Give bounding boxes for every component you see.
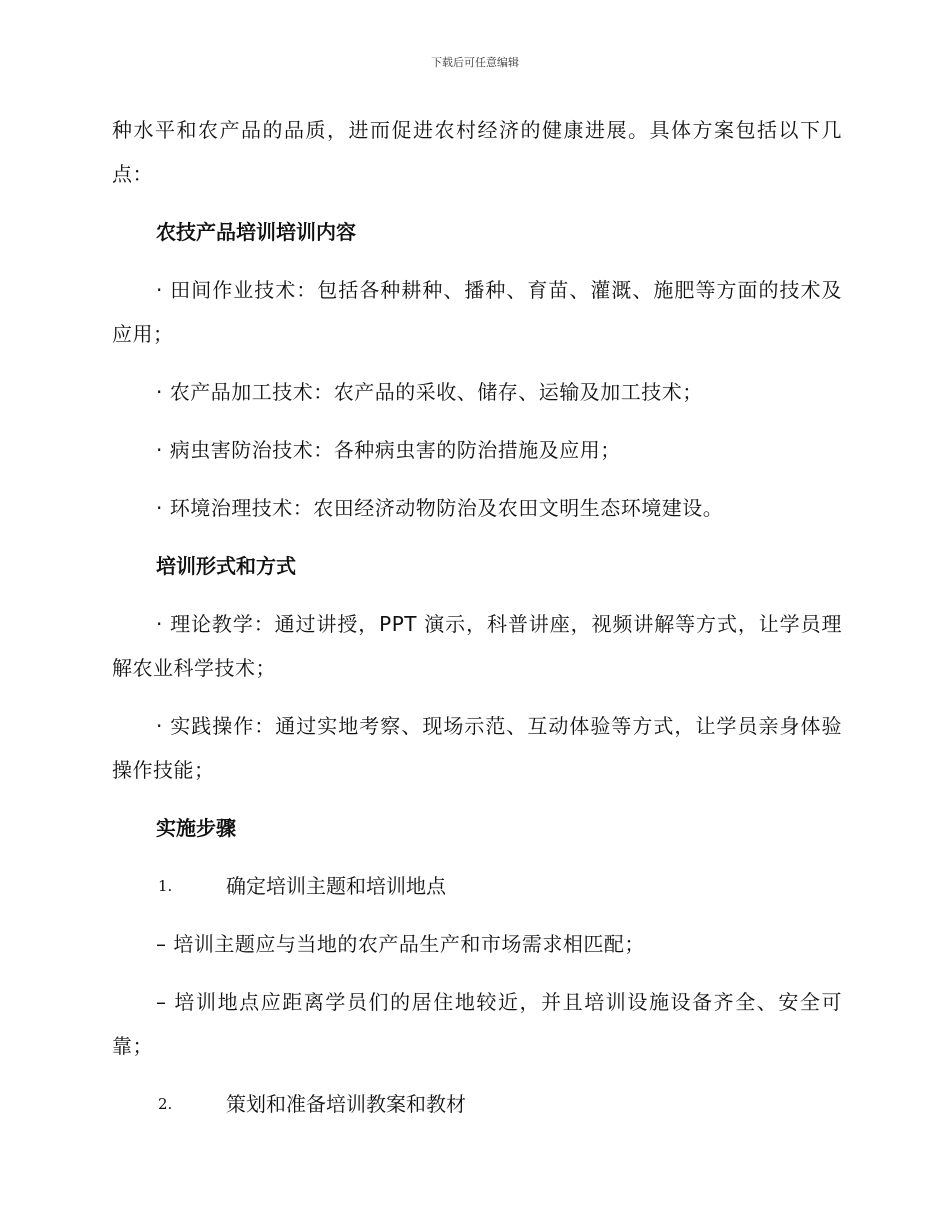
- bullet-environment: · 环境治理技术：农田经济动物防治及农田文明生态环境建设。: [156, 496, 724, 520]
- dash-item-topic: – 培训主题应与当地的农产品生产和市场需求相匹配；: [156, 932, 645, 956]
- section-heading-content: 农技产品培训培训内容: [156, 220, 356, 244]
- bullet-processing-technique: · 农产品加工技术：农产品的采收、储存、运输及加工技术；: [156, 380, 703, 404]
- step-number: 2.: [158, 1095, 173, 1113]
- bullet-pest-control: · 病虫害防治技术：各种病虫害的防治措施及应用；: [156, 438, 621, 462]
- step-text: 确定培训主题和培训地点: [226, 874, 446, 898]
- section-heading-steps: 实施步骤: [156, 816, 236, 840]
- page-header: 下载后可任意编辑: [431, 56, 519, 69]
- bullet-field-technique: · 田间作业技术：包括各种耕种、播种、育苗、灌溉、施肥等方面的技术及应用；: [112, 278, 842, 346]
- step-number: 1.: [158, 877, 173, 895]
- dash-item-location: – 培训地点应距离学员们的居住地较近，并且培训设施设备齐全、安全可靠；: [112, 990, 842, 1058]
- document-body: [112, 108, 842, 1140]
- numbered-step-2: [112, 1082, 842, 1126]
- step-text: 策划和准备培训教案和教材: [226, 1092, 466, 1116]
- intro-paragraph: 种水平和农产品的品质，进而促进农村经济的健康进展。具体方案包括以下几点：: [112, 118, 842, 186]
- section-heading-format: 培训形式和方式: [156, 554, 296, 578]
- bullet-theory-teaching: · 理论教学：通过讲授，PPT 演示，科普讲座，视频讲解等方式，让学员理解农业科学技术；: [112, 612, 842, 680]
- bullet-practice: · 实践操作：通过实地考察、现场示范、互动体验等方式，让学员亲身体验操作技能；: [112, 714, 842, 782]
- numbered-step-1: [112, 864, 842, 908]
